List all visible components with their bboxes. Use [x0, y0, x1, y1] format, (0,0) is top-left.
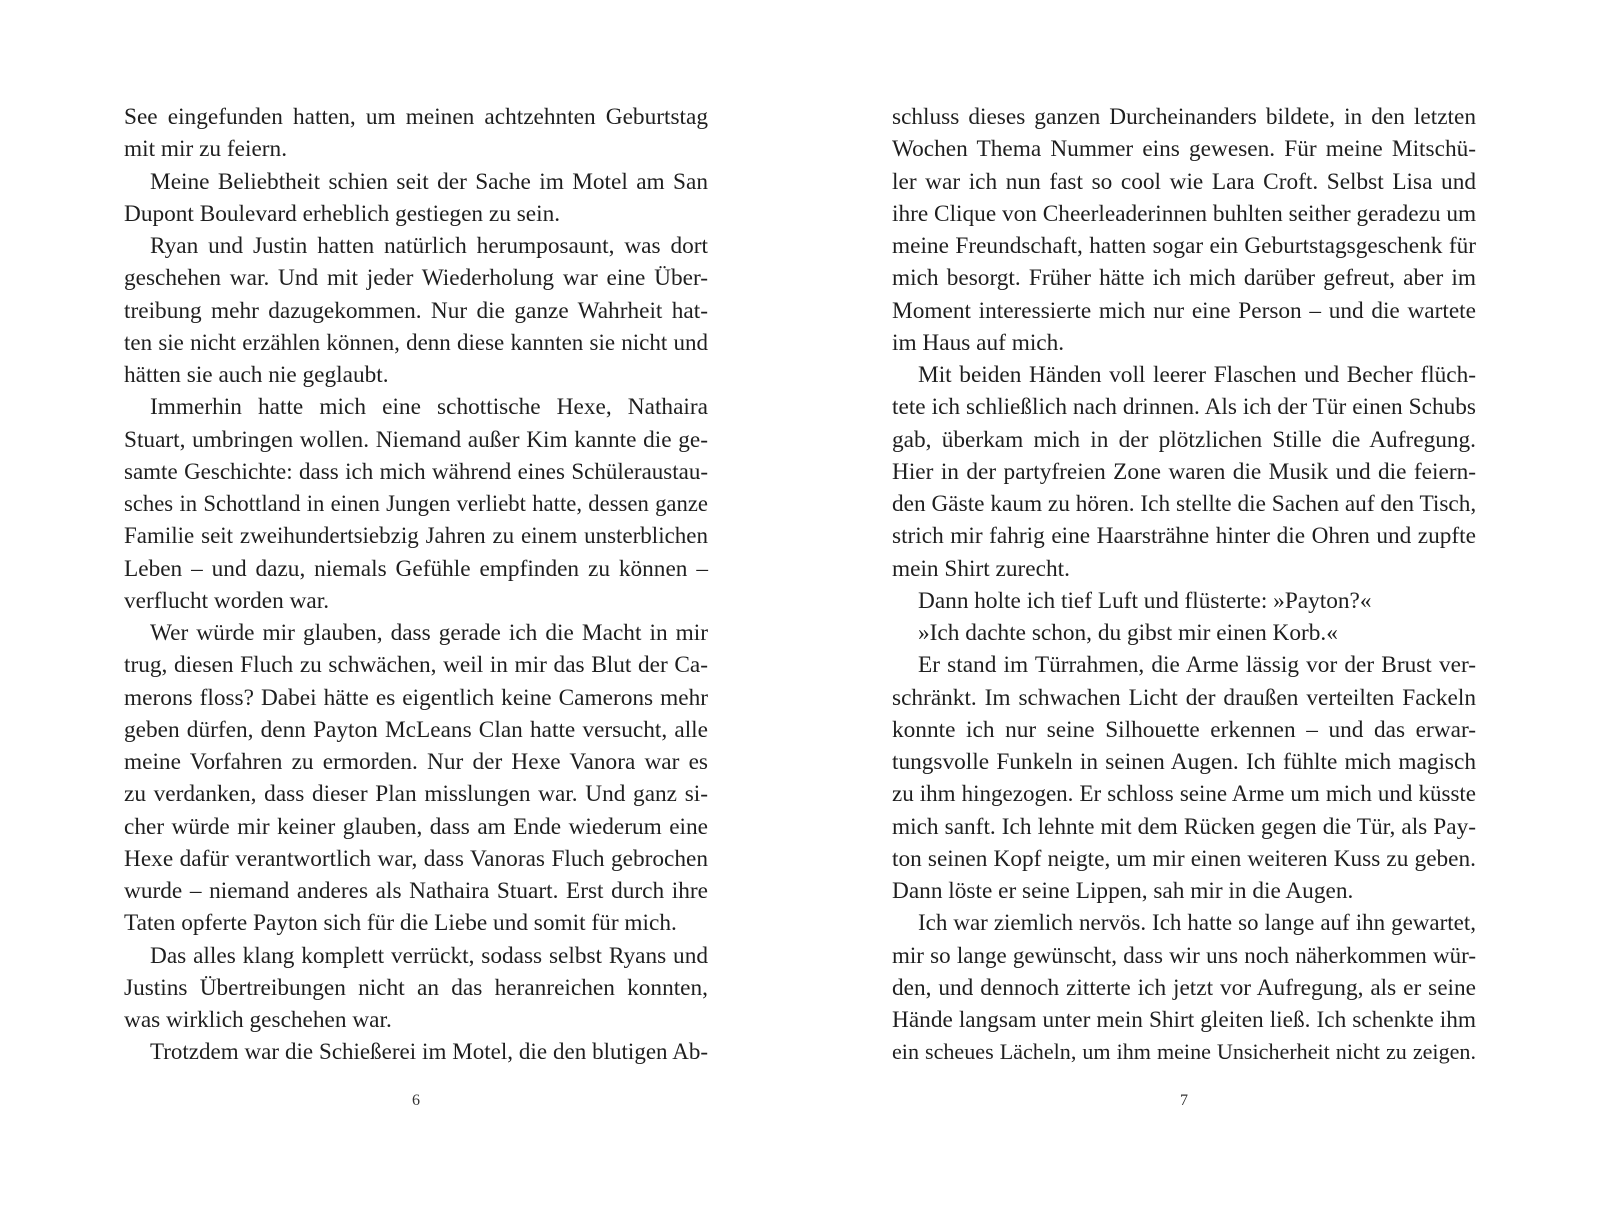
- text-line: treibung mehr dazugekommen. Nur die ganze Wahrheit hat-: [124, 297, 708, 324]
- text-line: gab, überkam mich in der plötzlichen Stille die Aufregung.: [892, 426, 1476, 453]
- text-line: Leben – und dazu, niemals Gefühle empfinden zu können –: [124, 555, 708, 582]
- text-line: strich mir fahrig eine Haarsträhne hinter die Ohren und zupfte: [892, 523, 1476, 550]
- text-line: meine Vorfahren zu ermorden. Nur der Hexe Vanora war es: [124, 749, 708, 775]
- text-line: konnte ich nur seine Silhouette erkennen – und das erwar-: [892, 716, 1476, 743]
- text-line: was wirklich geschehen war.: [124, 1007, 392, 1033]
- text-line: schluss dieses ganzen Durcheinanders bildete, in den letzten: [892, 104, 1476, 130]
- text-line: verflucht worden war.: [124, 587, 330, 614]
- text-line: sches in Schottland in einen Jungen verliebt hatte, dessen ganze: [124, 491, 708, 516]
- text-line: Das alles klang komplett verrückt, sodass selbst Ryans und: [150, 942, 708, 969]
- right-page: [892, 101, 1476, 1111]
- text-line: meine Freundschaft, hatten sogar ein Geburtstagsgeschenk für: [892, 233, 1476, 259]
- left-page-text: [124, 101, 708, 1069]
- text-line: wurde – niemand anderes als Nathaira Stuart. Erst durch ihre: [124, 878, 708, 904]
- text-line: ein scheues Lächeln, um ihm meine Unsicherheit nicht zu zeigen.: [892, 1039, 1476, 1065]
- text-line: geschehen war. Und mit jeder Wiederholung war eine Über-: [124, 265, 708, 292]
- text-line: Trotzdem war die Schießerei im Motel, die den blutigen Ab-: [150, 1039, 708, 1065]
- text-line: ten sie nicht erzählen können, denn diese kannten sie nicht und: [124, 329, 708, 355]
- text-line: Wochen Thema Nummer eins gewesen. Für meine Mitschü-: [892, 136, 1476, 163]
- text-line: cher würde mir keiner glauben, dass am Ende wiederum eine: [124, 813, 708, 840]
- text-line: geben dürfen, denn Payton McLeans Clan hatte versucht, alle: [124, 716, 708, 743]
- text-line: trug, diesen Fluch zu schwächen, weil in mir das Blut der Ca-: [124, 652, 708, 679]
- text-line: Moment interessierte mich nur eine Person – und die wartete: [892, 297, 1476, 324]
- text-line: Er stand im Türrahmen, die Arme lässig vor der Brust ver-: [918, 652, 1476, 679]
- text-line: Hexe dafür verantwortlich war, dass Vanoras Fluch gebrochen: [124, 845, 708, 872]
- text-line: hätten sie auch nie geglaubt.: [124, 362, 389, 388]
- text-line: den Gäste kaum zu hören. Ich stellte die Sachen auf den Tisch,: [892, 491, 1477, 517]
- text-line: ihre Clique von Cheerleaderinnen buhlten seither geradezu um: [892, 200, 1477, 227]
- text-line: im Haus auf mich.: [892, 329, 1065, 356]
- text-line: Dann löste er seine Lippen, sah mir in die Augen.: [892, 878, 1354, 904]
- text-line: Wer würde mir glauben, dass gerade ich die Macht in mir: [150, 620, 708, 646]
- text-line: Mit beiden Händen voll leerer Flaschen und Becher flüch-: [918, 362, 1476, 388]
- text-line: ton seinen Kopf neigte, um mir einen weiteren Kuss zu geben.: [892, 845, 1476, 872]
- text-line: samte Geschichte: dass ich mich während eines Schüleraustau-: [124, 458, 708, 484]
- text-line: Hier in der partyfreien Zone waren die Musik und die feiern-: [892, 458, 1476, 485]
- text-line: Dupont Boulevard erheblich gestiegen zu sein.: [124, 200, 561, 227]
- right-page-text: [892, 101, 1476, 1069]
- text-line: Hände langsam unter mein Shirt gleiten ließ. Ich schenkte ihm: [892, 1007, 1476, 1033]
- text-line: Familie seit zweihundertsiebzig Jahren zu einem unsterblichen: [124, 523, 708, 549]
- text-line: mich besorgt. Früher hätte ich mich darüber gefreut, aber im: [892, 265, 1476, 292]
- text-line: »Ich dachte schon, du gibst mir einen Korb.«: [918, 620, 1338, 646]
- text-line: den, und dennoch zitterte ich jetzt vor Aufregung, als er seine: [892, 974, 1476, 1001]
- text-line: mich sanft. Ich lehnte mit dem Rücken gegen die Tür, als Pay-: [892, 813, 1476, 840]
- left-page-number: 6: [412, 1092, 420, 1109]
- text-line: Immerhin hatte mich eine schottische Hexe, Nathaira: [150, 394, 708, 421]
- text-line: zu verdanken, dass dieser Plan misslungen war. Und ganz si-: [124, 781, 708, 808]
- text-line: Justins Übertreibungen nicht an das heranreichen konnten,: [124, 974, 708, 1001]
- text-line: tete ich schließlich nach drinnen. Als ich der Tür einen Schubs: [892, 394, 1476, 421]
- left-page: [124, 101, 708, 1111]
- text-line: ler war ich nun fast so cool wie Lara Croft. Selbst Lisa und: [892, 168, 1476, 195]
- text-line: Dann holte ich tief Luft und flüsterte: »Payton?«: [918, 587, 1372, 614]
- text-line: mit mir zu feiern.: [124, 136, 288, 163]
- text-line: Meine Beliebtheit schien seit der Sache im Motel am San: [150, 168, 708, 195]
- text-line: Ryan und Justin hatten natürlich herumposaunt, was dort: [150, 233, 708, 259]
- right-page-number: 7: [1180, 1092, 1188, 1109]
- text-line: zu ihm hingezogen. Er schloss seine Arme um mich und küsste: [892, 781, 1476, 807]
- text-line: mein Shirt zurecht.: [892, 555, 1070, 582]
- text-line: schränkt. Im schwachen Licht der draußen verteilten Fackeln: [892, 684, 1476, 711]
- text-line: tungsvolle Funkeln in seinen Augen. Ich fühlte mich magisch: [892, 749, 1476, 775]
- text-line: See eingefunden hatten, um meinen achtzehnten Geburtstag: [124, 104, 708, 130]
- text-line: merons floss? Dabei hätte es eigentlich keine Camerons mehr: [124, 684, 708, 711]
- text-line: Taten opferte Payton sich für die Liebe und somit für mich.: [124, 910, 677, 937]
- text-line: Ich war ziemlich nervös. Ich hatte so lange auf ihn gewartet,: [918, 910, 1476, 936]
- text-line: mir so lange gewünscht, dass wir uns noch näherkommen wür-: [892, 942, 1476, 968]
- text-line: Stuart, umbringen wollen. Niemand außer Kim kannte die ge-: [124, 426, 708, 453]
